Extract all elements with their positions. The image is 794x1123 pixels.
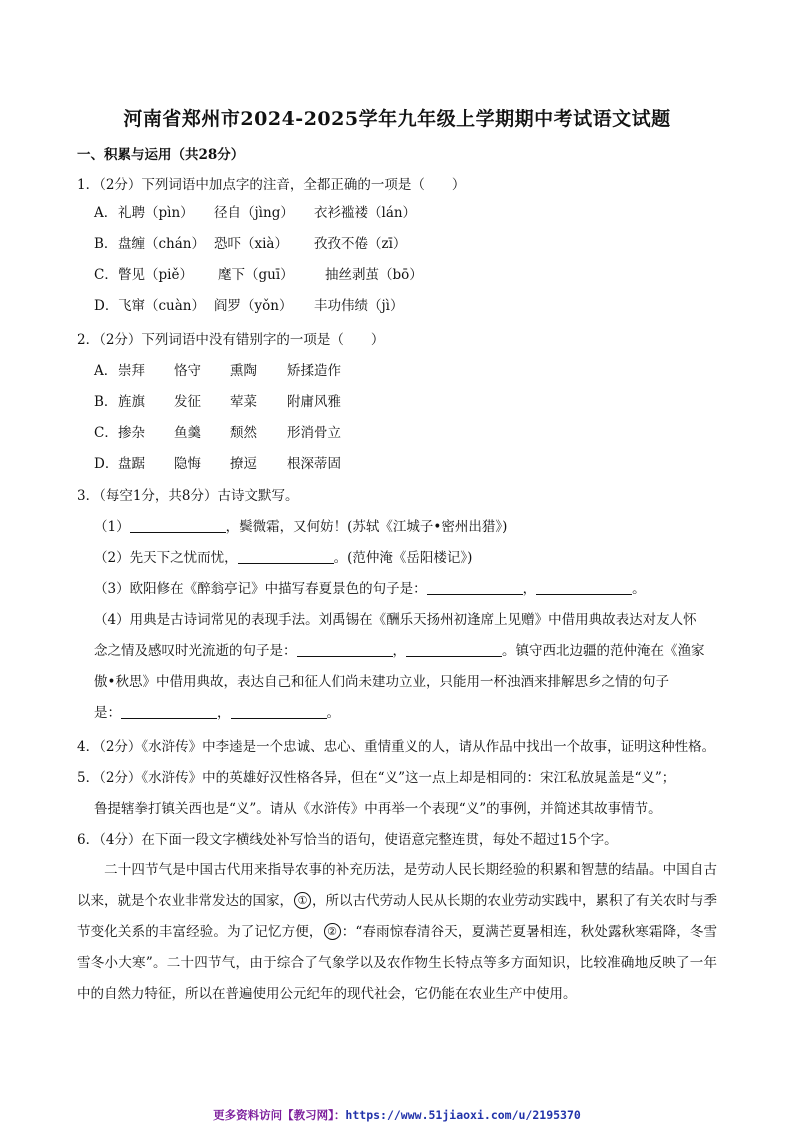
option-word: 崇拜	[118, 363, 145, 379]
option-word: 掺杂	[118, 425, 145, 441]
footer-link-line	[0, 1107, 794, 1123]
option-word: 麾下（guī）	[218, 267, 294, 283]
option-word: 衣衫褴褛（lán）	[314, 205, 417, 221]
answer-blank[interactable]	[121, 704, 217, 719]
question-5-line-2: 鲁提辖拳打镇关西也是“义”。请从《水浒传》中再举一个表现“义”的事例，并简述其故事情节。	[94, 801, 662, 817]
q3-item-4-line-3: 傲•秋思》中借用典故，表达自己和征人们尚未建功立业，只能用一杯浊酒来排解思乡之情的句子	[94, 674, 669, 690]
option-word: 抽丝剥茧（bō）	[325, 267, 423, 283]
option-word: 丰功伟绩（jì）	[314, 298, 404, 314]
answer-blank[interactable]	[536, 580, 632, 595]
option-letter: A．	[94, 363, 118, 379]
item-text: 念之情及感叹时光流逝的句子是：	[94, 643, 297, 659]
question-5-line-1: 5．（2分）《水浒传》中的英雄好汉性格各异，但在“义”这一点上却是相同的：宋江私放晁盖是“义”；	[77, 770, 676, 786]
option-word: 撩逗	[230, 456, 257, 472]
option-letter: B．	[94, 236, 118, 252]
item-text: ，	[392, 643, 406, 659]
option-word: 恪守	[174, 363, 201, 379]
item-text: 。	[326, 705, 340, 721]
q3-item-4-line-2	[94, 641, 705, 661]
answer-blank[interactable]	[427, 580, 523, 595]
item-text: ，	[217, 705, 231, 721]
blank-marker-1: ①	[294, 892, 311, 909]
item-text: ，	[522, 581, 537, 597]
question-4: 4．（2分）《水浒传》中李逵是一个忠诚、忠心、重情重义的人，请从作品中找出一个故事，证明这种性格。	[77, 739, 716, 755]
q3-item-2	[94, 548, 472, 568]
item-text: 。(范仲淹《岳阳楼记》)	[333, 550, 473, 566]
option-word: 熏陶	[230, 363, 257, 379]
blank-marker-2: ②	[324, 923, 341, 940]
q3-item-4-line-1: （4）用典是古诗词常见的表现手法。刘禹锡在《酬乐天扬州初逢席上见赠》中借用典故表达对友人怀	[94, 612, 697, 628]
item-text: ，鬓微霜，又何妨！(苏轼《江城子•密州出猎》)	[225, 519, 508, 535]
q3-item-4-line-4	[94, 703, 340, 723]
answer-blank[interactable]	[406, 642, 502, 657]
item-text: （2）先天下之忧而忧，	[94, 550, 238, 566]
option-word: 盘缠（chán）	[118, 236, 205, 252]
option-letter: A．	[94, 205, 118, 221]
option-word: 形消骨立	[287, 425, 341, 441]
option-word: 发征	[174, 394, 201, 410]
option-word: 盘踞	[118, 456, 145, 472]
option-word: 颓然	[230, 425, 257, 441]
option-letter: B．	[94, 394, 118, 410]
item-text: （3）欧阳修在《醉翁亭记》中描写春夏景色的句子是：	[94, 581, 427, 597]
answer-blank[interactable]	[297, 642, 393, 657]
option-word: 鱼羹	[174, 425, 201, 441]
option-word: 隐悔	[174, 456, 201, 472]
question-6-passage	[77, 855, 717, 1010]
option-word: 径自（jìng）	[214, 205, 294, 221]
question-6-stem: 6．（4分）在下面一段文字横线处补写恰当的语句，使语意完整连贯，每处不超过15个字。	[77, 832, 618, 848]
q3-item-1	[94, 517, 507, 537]
passage-text: ：“春雨惊春清谷天，夏满芒夏暑相连，秋处露秋寒霜降，冬雪雪冬小大寒”。二十四节气，由于综合了气象学以及农作物生长特点等多方面知识，比较准确地反映了一年中的自然力特征，所以在普遍使用公元纪年的现代社会，它仍能在农业生产中使用。	[77, 924, 718, 1002]
question-1-stem: 1．（2分）下列词语中加点字的注音，全都正确的一项是（ ）	[77, 177, 466, 193]
option-word: 荤菜	[230, 394, 257, 410]
item-text: 。镇守西北边疆的范仲淹在《渔家	[502, 643, 705, 659]
footer-url-link[interactable]: https://www.51jiaoxi.com/u/2195370	[345, 1108, 581, 1122]
option-word: 附庸风雅	[287, 394, 341, 410]
option-word: 根深蒂固	[287, 456, 341, 472]
footer-prefix: 更多资料访问【教习网】：	[213, 1108, 346, 1122]
option-letter: D．	[94, 298, 119, 314]
question-2-stem: 2．（2分）下列词语中没有错别字的一项是（ ）	[77, 332, 385, 348]
page-title: 河南省郑州市2024-2025学年九年级上学期期中考试语文试题	[123, 108, 671, 130]
item-text: 是：	[94, 705, 121, 721]
option-word: 恐吓（xià）	[214, 236, 288, 252]
option-word: 旌旗	[118, 394, 145, 410]
answer-blank[interactable]	[231, 704, 327, 719]
question-3-stem: 3．（每空1分，共8分）古诗文默写。	[77, 488, 299, 504]
option-letter: C．	[94, 267, 118, 283]
option-letter: C．	[94, 425, 118, 441]
option-letter: D．	[94, 456, 119, 472]
option-word: 飞窜（cuàn）	[118, 298, 205, 314]
option-word: 瞥见（piě）	[118, 267, 193, 283]
passage-text: ，所以古代劳动人民从长期的农业劳动实践中，累积了有关农时与季节变化关系的丰富经验。为了记忆方便，	[77, 893, 717, 940]
option-word: 礼聘（pìn）	[118, 205, 194, 221]
option-word: 阎罗（yǒn）	[214, 298, 293, 314]
q3-item-3	[94, 579, 646, 599]
passage-text: 二十四节气是中国古代用来指导农事的补充历法，是劳动人民长期经验的积累和智慧的结晶。中国自古以来，就是个农业非常发达的国家，	[77, 862, 717, 909]
option-word: 孜孜不倦（zī）	[314, 236, 407, 252]
section-heading: 一、积累与运用（共28分）	[77, 147, 245, 163]
answer-blank[interactable]	[238, 549, 334, 564]
answer-blank[interactable]	[130, 518, 226, 533]
item-text: 。	[632, 581, 646, 597]
option-word: 矫揉造作	[287, 363, 341, 379]
item-text: （1）	[94, 519, 130, 535]
